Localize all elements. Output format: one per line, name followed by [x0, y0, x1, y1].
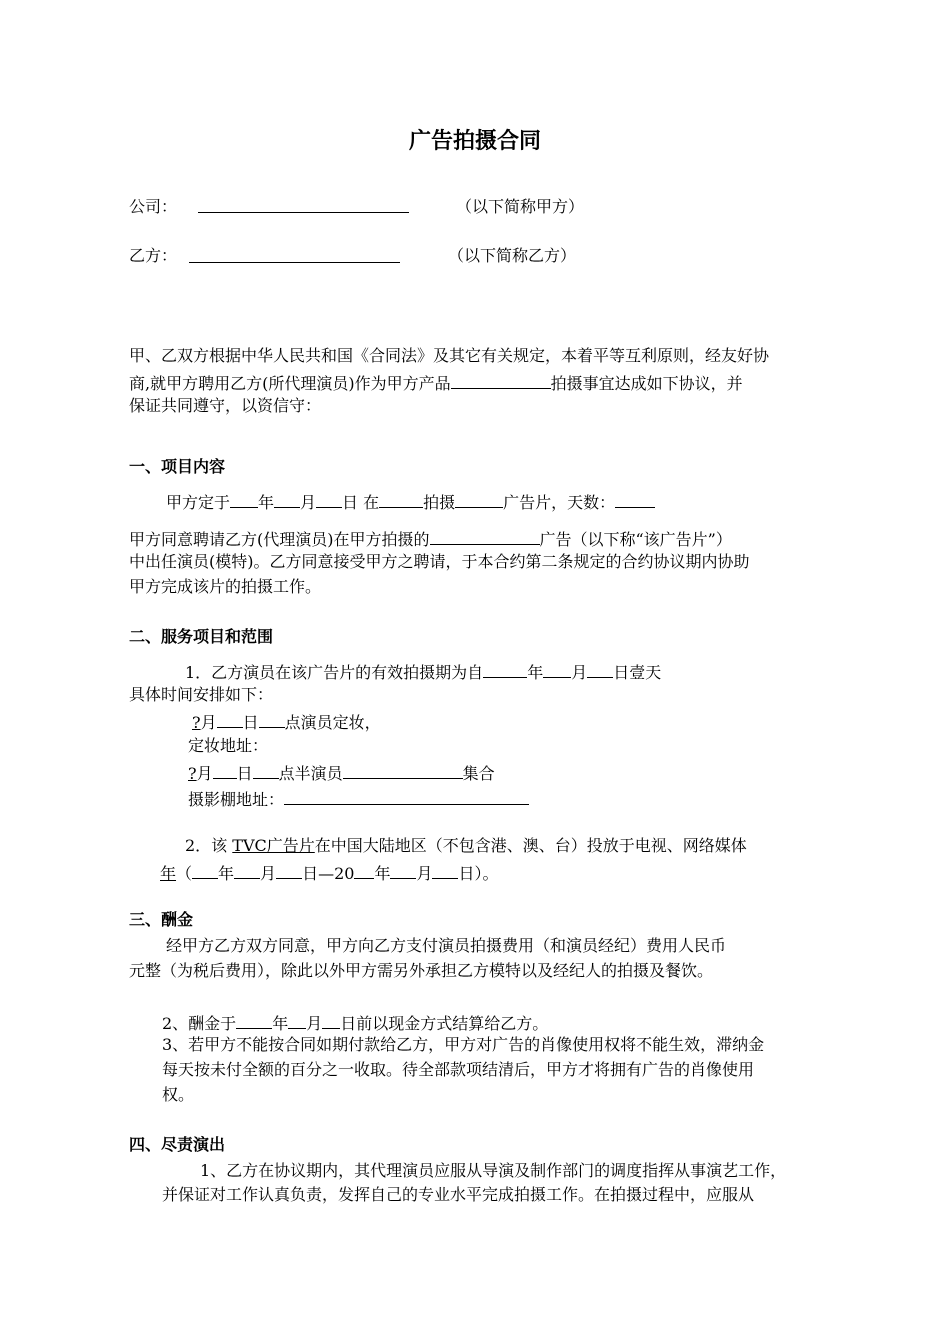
fill-in-blank [354, 860, 374, 879]
fill-in-blank [455, 489, 503, 508]
fill-in-blank [543, 659, 571, 678]
s3-line-5: 每天按未付全额的百分之一收取。待全部款项结清后，甲方才将拥有广告的肖像使用 [162, 1060, 755, 1079]
fill-in-blank [192, 860, 218, 879]
fill-in-blank [343, 760, 463, 779]
fill-in-blank [236, 1010, 272, 1029]
s2-line-5: ?月 日 点半演员 集合 [188, 760, 495, 785]
s2-line-1: 1．乙方演员在该广告片的有效拍摄期为自 年 月 日壹天 [185, 659, 661, 684]
fill-in-blank [234, 860, 260, 879]
s1-line-1: 甲方定于 年 月 日 在 拍摄 广告片，天数： [166, 489, 655, 514]
intro-line-1: 甲、乙双方根据中华人民共和国《合同法》及其它有关规定，本着平等互利原则，经友好协 [129, 346, 770, 365]
s2-line-3: ?月 日 点演员定妆， [188, 709, 381, 734]
s3-line-1: 经甲方乙方双方同意，甲方向乙方支付演员拍摄费用（和演员经纪）费用人民币 [166, 936, 727, 955]
section-4-heading: 四、尽责演出 [129, 1135, 226, 1154]
s3-line-6: 权。 [162, 1085, 195, 1104]
s1-line-3: 中出任演员(模特)。乙方同意接受甲方之聘请，于本合约第二条规定的合约协议期内协助 [129, 552, 750, 571]
s2-line-8: 年（ 年 月 日—20 年 月 日）。 [160, 860, 498, 885]
s2-line-6: 摄影棚地址： [188, 786, 529, 811]
intro-line-3: 保证共同遵守，以资信守： [129, 396, 322, 415]
party-b-line [129, 245, 177, 267]
section-3-heading: 三、酬金 [129, 910, 194, 929]
s4-line-2: 并保证对工作认真负责，发挥自己的专业水平完成拍摄工作。在拍摄过程中，应服从 [162, 1185, 755, 1204]
s3-line-4: 3、若甲方不能按合同如期付款给乙方，甲方对广告的肖像使用权将不能生效，滞纳金 [162, 1035, 765, 1054]
intro-line-2: 商,就甲方聘用乙方(所代理演员)作为甲方产品 拍摄事宜达成如下协议，并 [129, 370, 743, 395]
fill-in-blank [274, 489, 300, 508]
s2-line-7: 2．该 TVC广告片在中国大陆地区（不包含港、澳、台）投放于电视、网络媒体 [185, 836, 747, 855]
fill-in-blank [316, 489, 342, 508]
s1-line-2: 甲方同意聘请乙方(代理演员)在甲方拍摄的 广告（以下称“该广告片”） [129, 526, 732, 551]
fill-in-blank [615, 489, 655, 508]
party-b-blank [189, 262, 400, 263]
party-a-label: 公司： [129, 197, 178, 216]
fill-in-blank [483, 659, 527, 678]
fill-in-blank [230, 489, 258, 508]
fill-in-blank [276, 860, 302, 879]
party-a-blank [198, 212, 409, 213]
fill-in-blank [217, 709, 243, 728]
section-2-heading: 二、服务项目和范围 [129, 627, 274, 646]
fill-in-blank [259, 709, 285, 728]
s3-line-2: 元整（为税后费用），除此以外甲方需另外承担乙方模特以及经纪人的拍摄及餐饮。 [129, 961, 714, 980]
fill-in-blank [390, 860, 416, 879]
product-blank [451, 370, 551, 389]
party-a-note: （以下简称甲方） [456, 197, 585, 216]
fill-in-blank [432, 860, 458, 879]
s2-line-2: 具体时间安排如下： [129, 685, 274, 704]
party-a-line [129, 196, 177, 218]
s4-line-1: 1、乙方在协议期内，其代理演员应服从导演及制作部门的调度指挥从事演艺工作， [200, 1161, 787, 1180]
fill-in-blank [379, 489, 423, 508]
party-b-label: 乙方： [129, 246, 178, 265]
fill-in-blank [430, 526, 540, 545]
s1-line-4: 甲方完成该片的拍摄工作。 [129, 577, 322, 596]
fill-in-blank [213, 760, 237, 779]
s3-line-3: 2、酬金于 年 月 日前以现金方式结算给乙方。 [162, 1010, 548, 1035]
party-b-note: （以下简称乙方） [448, 246, 577, 265]
fill-in-blank [288, 1010, 306, 1029]
page-title: 广告拍摄合同 [408, 128, 541, 154]
fill-in-blank [322, 1010, 340, 1029]
fill-in-blank [253, 760, 279, 779]
fill-in-blank [587, 659, 613, 678]
fill-in-blank [284, 786, 529, 805]
section-1-heading: 一、项目内容 [129, 457, 226, 476]
s2-line-4: 定妆地址： [188, 736, 269, 755]
